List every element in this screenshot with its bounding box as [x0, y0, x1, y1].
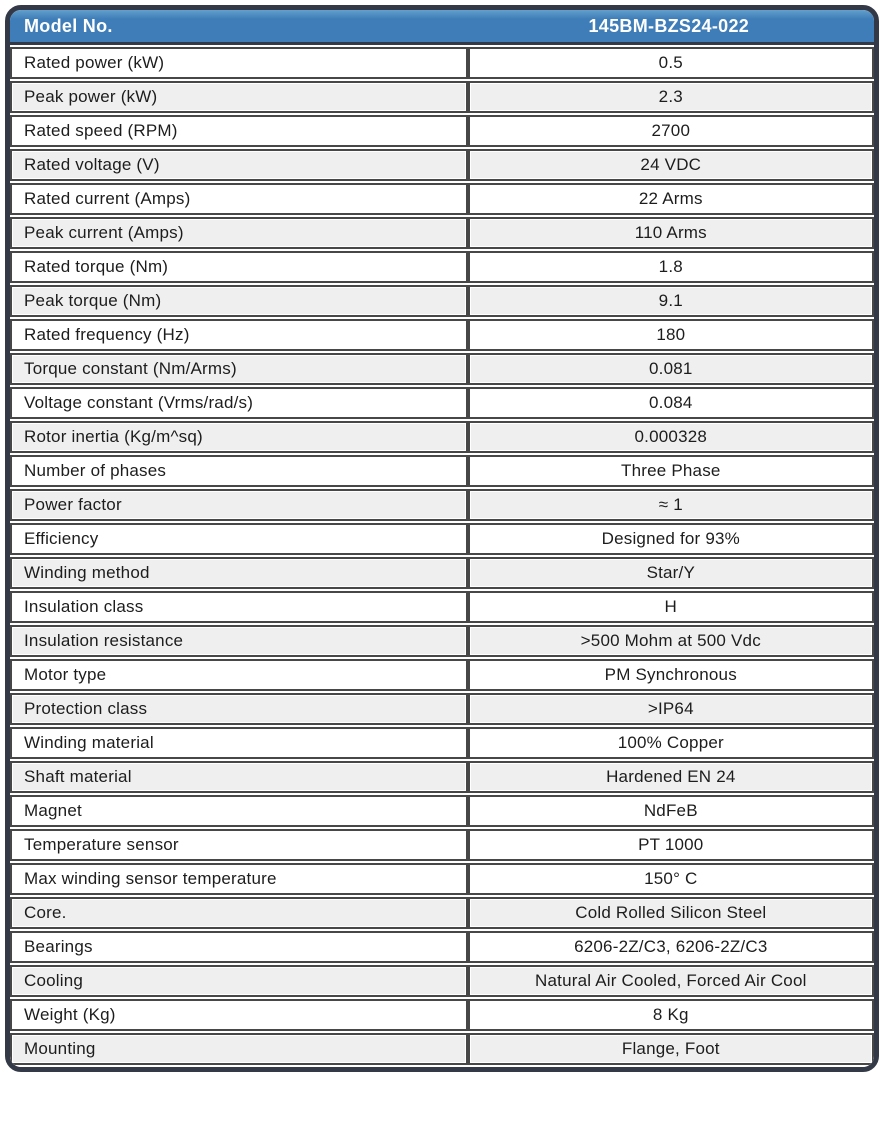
spec-label: Voltage constant (Vrms/rad/s) — [10, 387, 468, 419]
spec-value: Three Phase — [468, 455, 874, 487]
table-row — [10, 761, 874, 793]
spec-table — [10, 45, 874, 1067]
spec-value: Cold Rolled Silicon Steel — [468, 897, 874, 929]
spec-label: Magnet — [10, 795, 468, 827]
table-row — [10, 965, 874, 997]
spec-value: >500 Mohm at 500 Vdc — [468, 625, 874, 657]
spec-label: Mounting — [10, 1033, 468, 1065]
spec-label: Winding material — [10, 727, 468, 759]
table-row — [10, 999, 874, 1031]
spec-label: Shaft material — [10, 761, 468, 793]
table-row — [10, 1033, 874, 1065]
spec-value: Star/Y — [468, 557, 874, 589]
spec-value: 1.8 — [468, 251, 874, 283]
spec-value: Flange, Foot — [468, 1033, 874, 1065]
spec-value: PM Synchronous — [468, 659, 874, 691]
spec-label: Protection class — [10, 693, 468, 725]
spec-label: Rated frequency (Hz) — [10, 319, 468, 351]
spec-label: Efficiency — [10, 523, 468, 555]
spec-label: Rated torque (Nm) — [10, 251, 468, 283]
table-row — [10, 931, 874, 963]
table-row — [10, 251, 874, 283]
spec-value: 2.3 — [468, 81, 874, 113]
spec-label: Number of phases — [10, 455, 468, 487]
spec-value: 110 Arms — [468, 217, 874, 249]
table-row — [10, 455, 874, 487]
spec-label: Peak torque (Nm) — [10, 285, 468, 317]
spec-value: 150° C — [468, 863, 874, 895]
spec-label: Insulation resistance — [10, 625, 468, 657]
spec-value: 6206-2Z/C3, 6206-2Z/C3 — [468, 931, 874, 963]
table-row — [10, 829, 874, 861]
table-row — [10, 863, 874, 895]
motor-spec-table-card — [5, 5, 879, 1072]
table-row — [10, 795, 874, 827]
spec-label: Temperature sensor — [10, 829, 468, 861]
table-row — [10, 149, 874, 181]
table-row — [10, 81, 874, 113]
spec-value: 180 — [468, 319, 874, 351]
table-row — [10, 897, 874, 929]
table-row — [10, 557, 874, 589]
spec-label: Peak current (Amps) — [10, 217, 468, 249]
table-row — [10, 523, 874, 555]
table-row — [10, 115, 874, 147]
table-row — [10, 319, 874, 351]
spec-label: Bearings — [10, 931, 468, 963]
spec-label: Rated voltage (V) — [10, 149, 468, 181]
spec-label: Rated power (kW) — [10, 47, 468, 79]
table-row — [10, 625, 874, 657]
table-row — [10, 387, 874, 419]
spec-label: Rated current (Amps) — [10, 183, 468, 215]
spec-value: ≈ 1 — [468, 489, 874, 521]
spec-label: Cooling — [10, 965, 468, 997]
table-row — [10, 727, 874, 759]
spec-value: 0.084 — [468, 387, 874, 419]
table-row — [10, 693, 874, 725]
spec-value: 0.5 — [468, 47, 874, 79]
spec-table-body — [10, 47, 874, 1065]
spec-label: Max winding sensor temperature — [10, 863, 468, 895]
spec-value: 100% Copper — [468, 727, 874, 759]
table-row — [10, 591, 874, 623]
spec-value: 24 VDC — [468, 149, 874, 181]
spec-value: NdFeB — [468, 795, 874, 827]
spec-value: Designed for 93% — [468, 523, 874, 555]
spec-value: 0.000328 — [468, 421, 874, 453]
header-model-number: 145BM-BZS24-022 — [588, 15, 750, 36]
table-row — [10, 489, 874, 521]
spec-value: Hardened EN 24 — [468, 761, 874, 793]
spec-value: 2700 — [468, 115, 874, 147]
table-row — [10, 659, 874, 691]
table-row — [10, 353, 874, 385]
spec-label: Motor type — [10, 659, 468, 691]
table-row — [10, 285, 874, 317]
spec-label: Rotor inertia (Kg/m^sq) — [10, 421, 468, 453]
spec-value: 0.081 — [468, 353, 874, 385]
spec-value: 8 Kg — [468, 999, 874, 1031]
table-row — [10, 217, 874, 249]
spec-value: PT 1000 — [468, 829, 874, 861]
spec-label: Rated speed (RPM) — [10, 115, 468, 147]
spec-value: >IP64 — [468, 693, 874, 725]
spec-label: Weight (Kg) — [10, 999, 468, 1031]
spec-label: Torque constant (Nm/Arms) — [10, 353, 468, 385]
spec-value: 9.1 — [468, 285, 874, 317]
header-model-label: Model No. — [24, 15, 113, 36]
spec-label: Peak power (kW) — [10, 81, 468, 113]
spec-value: 22 Arms — [468, 183, 874, 215]
spec-value: H — [468, 591, 874, 623]
spec-value: Natural Air Cooled, Forced Air Cool — [468, 965, 874, 997]
table-row — [10, 183, 874, 215]
table-row — [10, 421, 874, 453]
spec-label: Insulation class — [10, 591, 468, 623]
table-row — [10, 47, 874, 79]
table-header-row — [10, 10, 874, 45]
spec-label: Winding method — [10, 557, 468, 589]
spec-label: Core. — [10, 897, 468, 929]
spec-label: Power factor — [10, 489, 468, 521]
